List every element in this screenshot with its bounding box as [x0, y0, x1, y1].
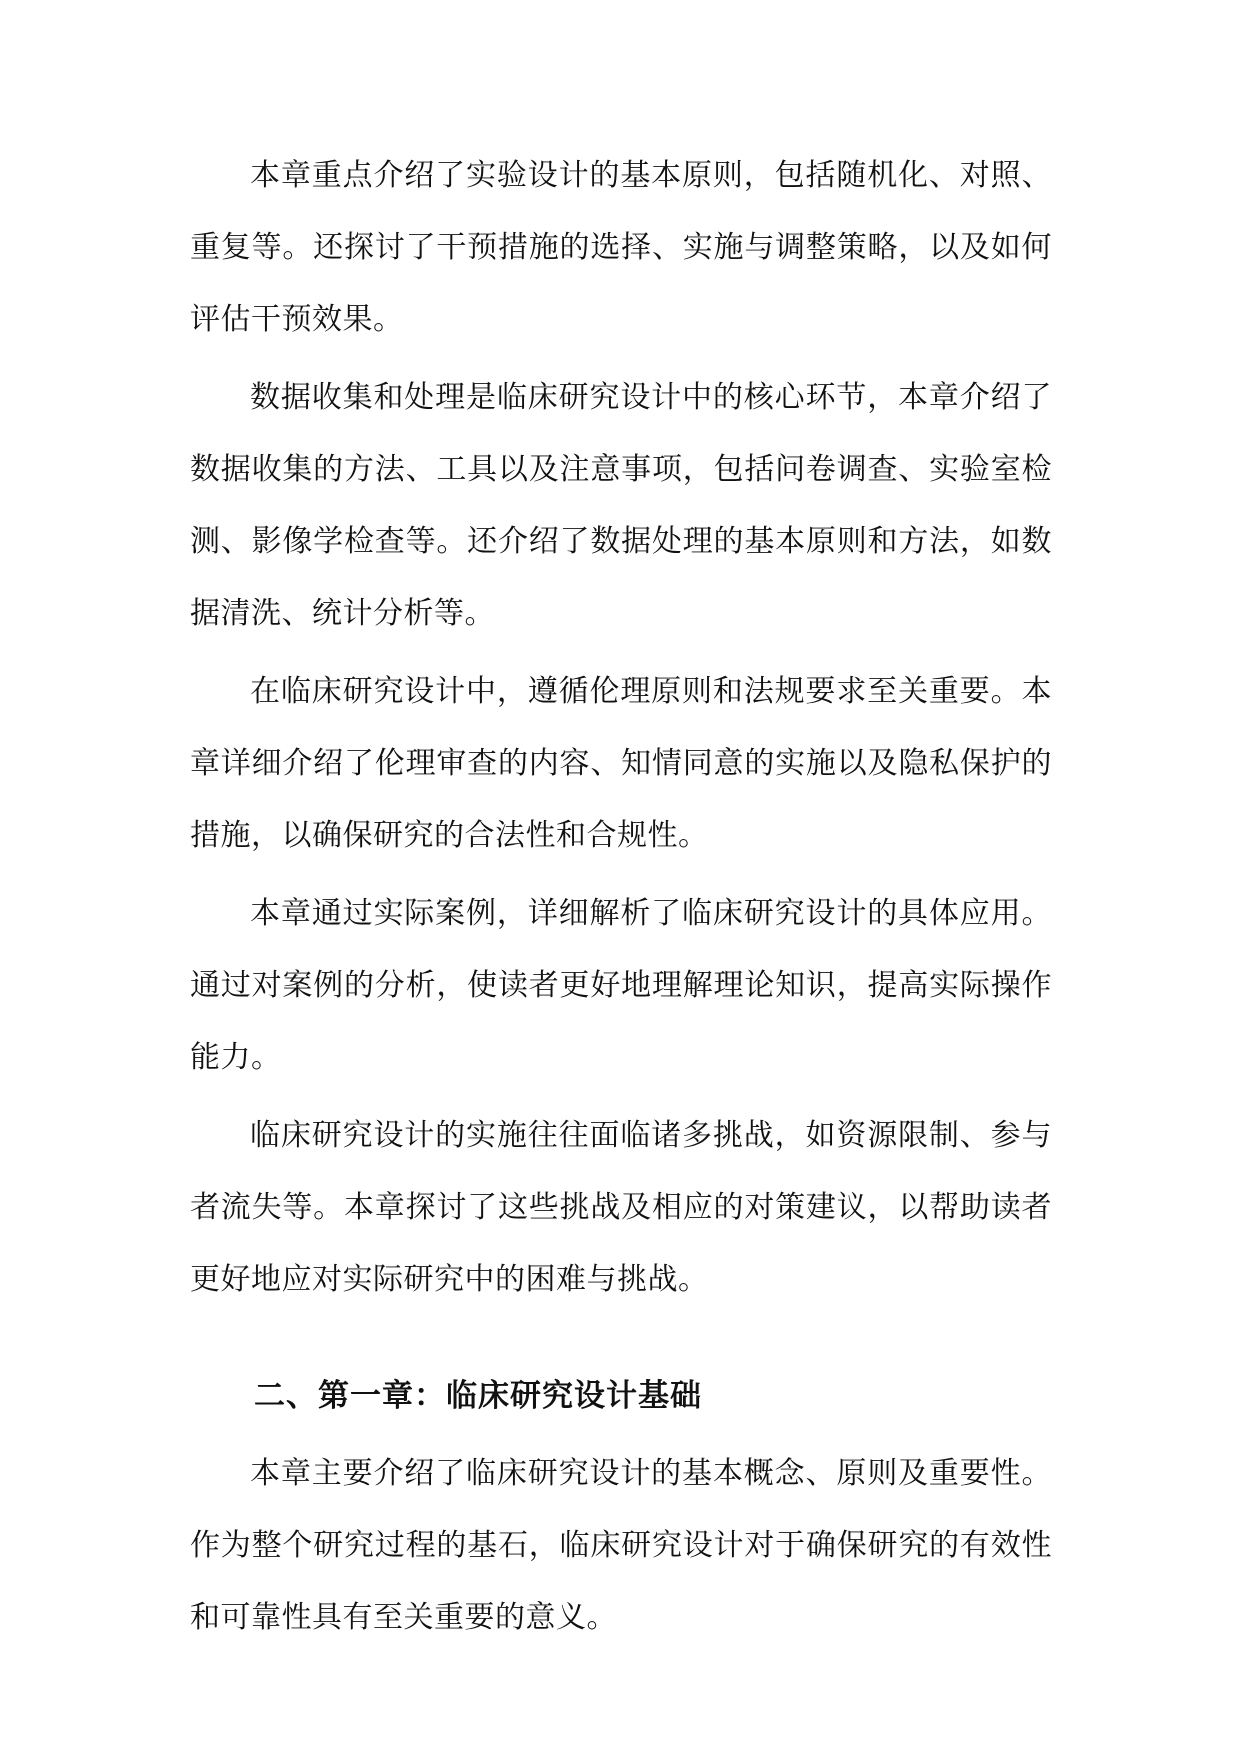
paragraph-ethics: 在临床研究设计中，遵循伦理原则和法规要求至关重要。本章详细介绍了伦理审查的内容、知情同意的实施以及隐私保护的措施，以确保研究的合法性和合规性。	[190, 674, 1052, 853]
paragraph-data-collection: 数据收集和处理是临床研究设计中的核心环节，本章介绍了数据收集的方法、工具以及注意事项，包括问卷调查、实验室检测、影像学检查等。还介绍了数据处理的基本原则和方法，如数据清洗、统计分析等。	[190, 380, 1052, 631]
paragraph-case-study: 本章通过实际案例，详细解析了临床研究设计的具体应用。通过对案例的分析，使读者更好地理解理论知识，提高实际操作能力。	[190, 896, 1052, 1075]
document-page	[190, 140, 1052, 1660]
paragraph-experimental-design: 本章重点介绍了实验设计的基本原则，包括随机化、对照、重复等。还探讨了干预措施的选择、实施与调整策略，以及如何评估干预效果。	[190, 158, 1052, 337]
paragraph-challenges: 临床研究设计的实施往往面临诸多挑战，如资源限制、参与者流失等。本章探讨了这些挑战及相应的对策建议，以帮助读者更好地应对实际研究中的困难与挑战。	[190, 1118, 1052, 1297]
section-heading-chapter-one: 二、第一章：临床研究设计基础	[254, 1378, 702, 1414]
paragraph-chapter-one-intro: 本章主要介绍了临床研究设计的基本概念、原则及重要性。作为整个研究过程的基石，临床研究设计对于确保研究的有效性和可靠性具有至关重要的意义。	[190, 1456, 1052, 1635]
